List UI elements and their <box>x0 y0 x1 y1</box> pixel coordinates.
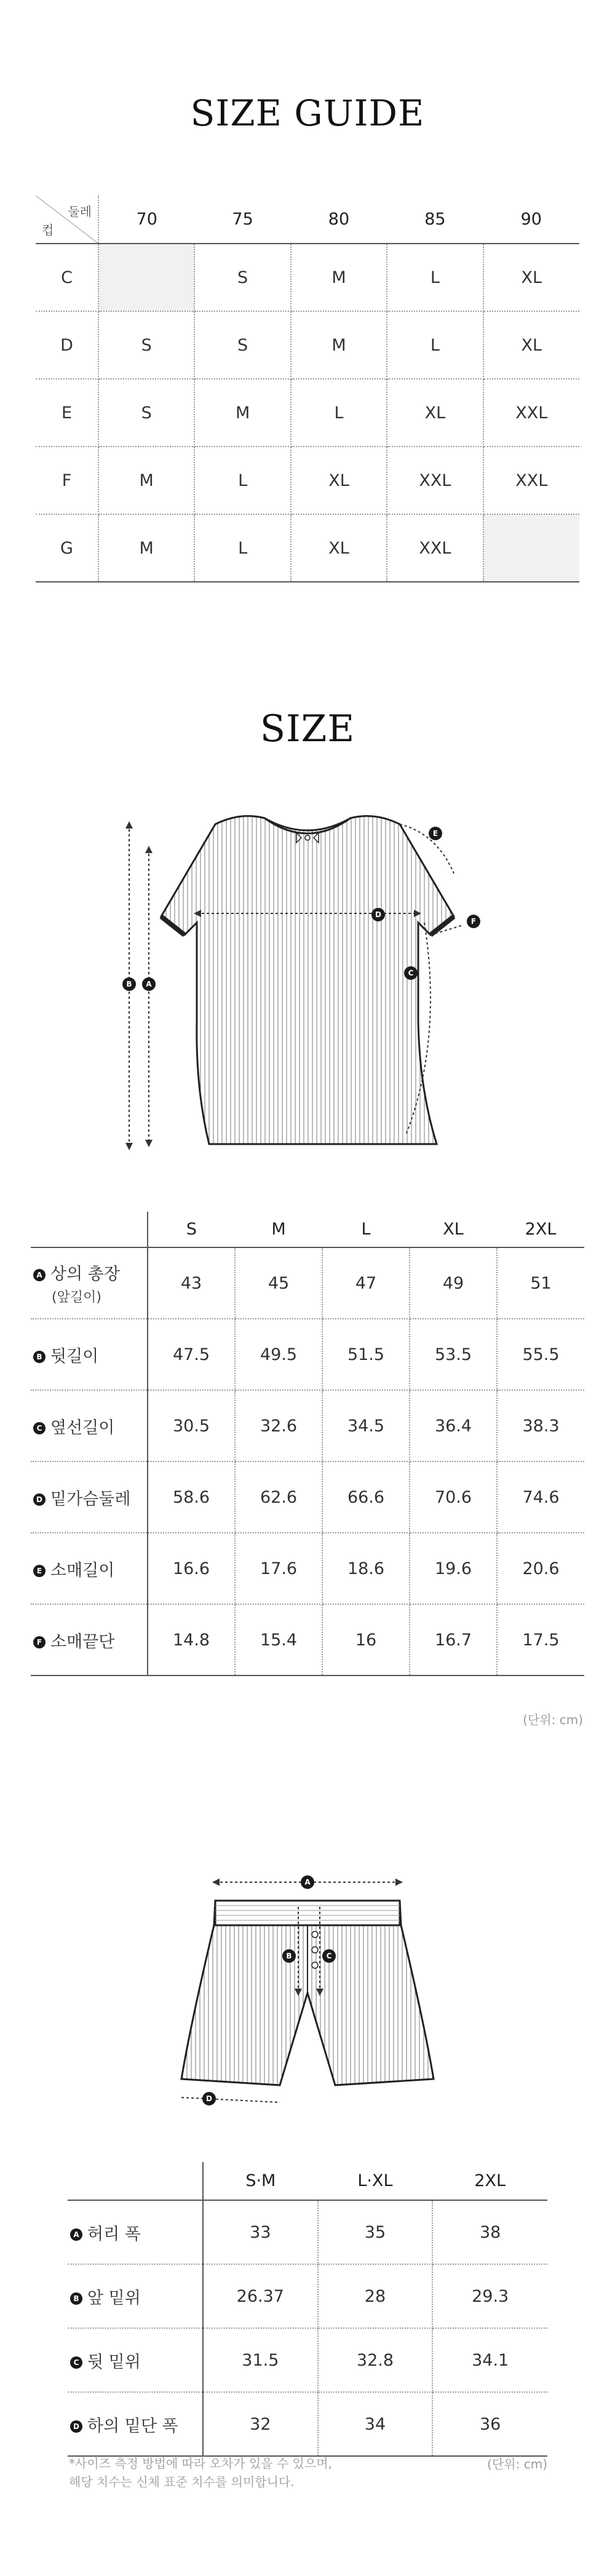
corner-top-label: 둘레 <box>68 204 92 219</box>
row-label: D <box>36 311 98 379</box>
table-cell: 30.5 <box>148 1390 235 1461</box>
row-label <box>68 2328 203 2392</box>
table-cell: 53.5 <box>410 1319 497 1390</box>
row-label <box>68 2200 203 2264</box>
size-guide-table <box>36 196 579 582</box>
table-cell: XL <box>387 379 483 447</box>
table-cell: 38 <box>432 2200 547 2264</box>
table-cell: 49.5 <box>235 1319 322 1390</box>
col-header: 80 <box>328 210 350 229</box>
row-label-text: 뒷 밑위 <box>87 2352 141 2372</box>
row-label-text: 뒷길이 <box>50 1346 99 1366</box>
col-header: 75 <box>232 210 253 229</box>
table-row <box>31 1604 584 1676</box>
table-row <box>31 1533 584 1604</box>
table-cell: 32.6 <box>235 1390 322 1461</box>
marker-b-label: B <box>126 980 132 988</box>
table-cell: 47 <box>322 1247 410 1319</box>
table-cell: 29.3 <box>432 2264 547 2328</box>
table-cell: 18.6 <box>322 1533 410 1604</box>
col-header: 70 <box>136 210 157 229</box>
table-cell: M <box>291 311 387 379</box>
table-cell: S <box>98 379 194 447</box>
row-label <box>31 1604 148 1676</box>
row-label-text: 하의 밑단 폭 <box>87 2416 178 2436</box>
size-title: SIZE <box>260 707 355 750</box>
table-cell: 32 <box>203 2392 318 2456</box>
table-cell: 47.5 <box>148 1319 235 1390</box>
shorts-illustration <box>172 1870 443 2116</box>
col-header: L <box>361 1220 371 1239</box>
marker-d-label: D <box>206 2094 212 2103</box>
table-cell: 70.6 <box>410 1461 497 1533</box>
table-cell: XL <box>483 311 579 379</box>
marker-f-label: F <box>470 917 477 926</box>
badge-c: C <box>70 2356 82 2369</box>
table-cell: XXL <box>387 447 483 514</box>
row-label <box>68 2264 203 2328</box>
table-cell: S <box>194 311 290 379</box>
table-row <box>68 2328 547 2392</box>
row-label <box>31 1461 148 1533</box>
table-cell: 16.6 <box>148 1533 235 1604</box>
marker-b-label: B <box>286 1952 292 1960</box>
row-label-text: 소매끝단 <box>50 1632 115 1652</box>
table-cell: XL <box>291 447 387 514</box>
table-cell: S <box>98 311 194 379</box>
badge-f: F <box>33 1636 46 1648</box>
table-cell: 28 <box>318 2264 433 2328</box>
table-cell: 35 <box>318 2200 433 2264</box>
row-label-text: 앞 밑위 <box>87 2288 141 2308</box>
col-header: XL <box>443 1220 464 1239</box>
marker-a-label: A <box>304 1878 311 1886</box>
row-label: G <box>36 514 98 582</box>
table-cell: 14.8 <box>148 1604 235 1676</box>
table-cell: M <box>291 244 387 311</box>
row-label-text: 옆선길이 <box>50 1418 115 1437</box>
table-row <box>31 1247 584 1319</box>
table-cell: M <box>98 514 194 582</box>
table-row <box>68 2392 547 2456</box>
table-cell: 15.4 <box>235 1604 322 1676</box>
table-cell: 16.7 <box>410 1604 497 1676</box>
table-row <box>36 514 579 582</box>
badge-d: D <box>33 1493 46 1506</box>
table-cell: 26.37 <box>203 2264 318 2328</box>
row-label-text: 상의 총장 <box>50 1265 120 1284</box>
table-cell: 66.6 <box>322 1461 410 1533</box>
badge-c: C <box>33 1422 46 1434</box>
col-header: 85 <box>424 210 446 229</box>
row-label-text: 밑가슴둘레 <box>50 1489 131 1509</box>
row-label-sub: (앞길이) <box>52 1290 101 1305</box>
row-label <box>31 1533 148 1604</box>
col-header: 2XL <box>525 1220 557 1239</box>
table-row <box>36 244 579 311</box>
table-cell: 74.6 <box>497 1461 584 1533</box>
bottom-size-table <box>68 2162 547 2457</box>
measurement-note <box>69 2454 332 2491</box>
table-cell: 34 <box>318 2392 433 2456</box>
badge-a: A <box>33 1269 46 1281</box>
marker-a-label: A <box>146 980 152 988</box>
marker-e-label: E <box>432 829 438 838</box>
table-cell: 17.5 <box>497 1604 584 1676</box>
empty-header <box>68 2162 203 2200</box>
marker-c-label: C <box>326 1952 332 1960</box>
table-cell: L <box>194 514 290 582</box>
table-cell: 19.6 <box>410 1533 497 1604</box>
table-row <box>36 311 579 379</box>
table-cell: L <box>194 447 290 514</box>
table-cell: 34.1 <box>432 2328 547 2392</box>
table-cell: 55.5 <box>497 1319 584 1390</box>
col-header: L·XL <box>357 2171 393 2190</box>
table-cell: XXL <box>483 447 579 514</box>
tshirt-body <box>161 816 454 1144</box>
table-cell: 33 <box>203 2200 318 2264</box>
table-row <box>31 1319 584 1390</box>
col-header: 2XL <box>474 2171 506 2190</box>
row-label <box>31 1319 148 1390</box>
table-cell: L <box>387 311 483 379</box>
table-cell: 58.6 <box>148 1461 235 1533</box>
corner-header <box>36 196 98 244</box>
badge-a: A <box>70 2228 82 2241</box>
empty-header <box>31 1212 148 1247</box>
marker-d-label: D <box>375 910 381 919</box>
table-cell: 36.4 <box>410 1390 497 1461</box>
table-cell: L <box>387 244 483 311</box>
table-cell: 32.8 <box>318 2328 433 2392</box>
table-row <box>31 1390 584 1461</box>
table-cell: 20.6 <box>497 1533 584 1604</box>
table-cell: XXL <box>483 379 579 447</box>
row-label-text: 허리 폭 <box>87 2224 141 2244</box>
table-cell <box>98 244 194 311</box>
table-cell: 51.5 <box>322 1319 410 1390</box>
col-header: 90 <box>520 210 542 229</box>
row-label: F <box>36 447 98 514</box>
row-label: C <box>36 244 98 311</box>
bottom-unit-note: (단위: cm) <box>487 2457 547 2471</box>
top-unit-note: (단위: cm) <box>523 1712 583 1727</box>
top-size-table <box>31 1212 584 1676</box>
table-cell: 34.5 <box>322 1390 410 1461</box>
table-row <box>68 2264 547 2328</box>
row-label <box>31 1390 148 1461</box>
table-row <box>36 379 579 447</box>
table-cell: XXL <box>387 514 483 582</box>
row-label: E <box>36 379 98 447</box>
badge-d: D <box>70 2420 82 2433</box>
row-label <box>68 2392 203 2456</box>
size-guide-title: SIZE GUIDE <box>190 92 425 134</box>
corner-bottom-label: 컵 <box>42 223 54 237</box>
table-cell: 17.6 <box>235 1533 322 1604</box>
table-cell: L <box>291 379 387 447</box>
table-cell: 45 <box>235 1247 322 1319</box>
table-cell: M <box>98 447 194 514</box>
table-cell: XL <box>483 244 579 311</box>
col-header: S <box>186 1220 197 1239</box>
table-cell: 49 <box>410 1247 497 1319</box>
table-cell <box>483 514 579 582</box>
table-cell: 38.3 <box>497 1390 584 1461</box>
table-row <box>31 1461 584 1533</box>
note-line-2: 해당 치수는 신체 표준 치수를 의미합니다. <box>69 2475 295 2489</box>
badge-e: E <box>33 1565 46 1577</box>
note-line-1: *사이즈 측정 방법에 따라 오차가 있을 수 있으며, <box>69 2456 332 2471</box>
col-header: S·M <box>245 2171 276 2190</box>
table-row <box>36 447 579 514</box>
table-cell: XL <box>291 514 387 582</box>
row-label-text: 소매길이 <box>50 1560 115 1580</box>
button-icons <box>312 1931 318 1968</box>
table-cell: 43 <box>148 1247 235 1319</box>
tshirt-illustration <box>117 800 498 1163</box>
table-cell: 16 <box>322 1604 410 1676</box>
badge-b: B <box>33 1351 46 1363</box>
table-cell: 31.5 <box>203 2328 318 2392</box>
marker-c-label: C <box>408 969 414 977</box>
badge-b: B <box>70 2292 82 2305</box>
table-cell: M <box>194 379 290 447</box>
table-cell: 36 <box>432 2392 547 2456</box>
table-row <box>68 2200 547 2264</box>
table-cell: 62.6 <box>235 1461 322 1533</box>
table-cell: 51 <box>497 1247 584 1319</box>
table-cell: S <box>194 244 290 311</box>
waistband <box>215 1901 400 1925</box>
row-label <box>31 1247 148 1319</box>
col-header: M <box>271 1220 286 1239</box>
